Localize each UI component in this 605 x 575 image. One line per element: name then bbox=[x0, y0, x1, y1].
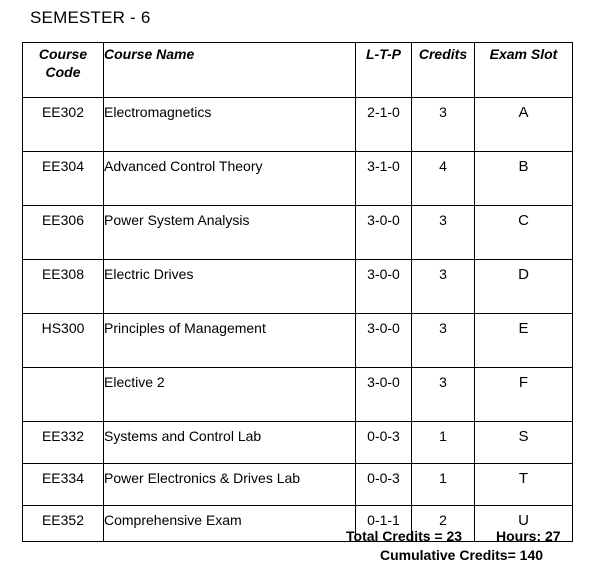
course-name-cell: Electric Drives bbox=[104, 260, 356, 314]
header-course-name: Course Name bbox=[104, 43, 356, 98]
course-code-cell bbox=[23, 368, 104, 422]
course-name-cell: Principles of Management bbox=[104, 314, 356, 368]
table-row bbox=[23, 506, 573, 542]
semester-title: SEMESTER - 6 bbox=[30, 8, 151, 27]
table-header-row bbox=[23, 43, 573, 98]
course-name-cell: Comprehensive Exam bbox=[104, 506, 356, 542]
course-code-cell: EE352 bbox=[23, 506, 104, 542]
course-name-cell: Electromagnetics bbox=[104, 98, 356, 152]
ltp-cell: 3-0-0 bbox=[356, 206, 412, 260]
exam-slot-cell: U bbox=[475, 506, 573, 542]
table-row bbox=[23, 314, 573, 368]
course-name-cell: Power System Analysis bbox=[104, 206, 356, 260]
credits-cell: 3 bbox=[412, 98, 475, 152]
header-credits: Credits bbox=[412, 43, 475, 98]
exam-slot-cell: D bbox=[475, 260, 573, 314]
header-course-code-line2: Code bbox=[45, 64, 81, 80]
ltp-cell: 3-0-0 bbox=[356, 260, 412, 314]
credits-cell: 4 bbox=[412, 152, 475, 206]
header-course-code bbox=[23, 43, 104, 98]
table-row bbox=[23, 368, 573, 422]
table-row bbox=[23, 260, 573, 314]
course-name-cell: Power Electronics & Drives Lab bbox=[104, 464, 356, 506]
credits-cell: 3 bbox=[412, 206, 475, 260]
exam-slot-cell: T bbox=[475, 464, 573, 506]
credits-cell: 1 bbox=[412, 422, 475, 464]
course-name-cell: Systems and Control Lab bbox=[104, 422, 356, 464]
ltp-cell: 0-1-1 bbox=[356, 506, 412, 542]
course-code-cell: EE334 bbox=[23, 464, 104, 506]
table-row bbox=[23, 206, 573, 260]
course-code-cell: EE308 bbox=[23, 260, 104, 314]
ltp-cell: 3-0-0 bbox=[356, 314, 412, 368]
credits-cell: 1 bbox=[412, 464, 475, 506]
course-code-cell: HS300 bbox=[23, 314, 104, 368]
exam-slot-cell: E bbox=[475, 314, 573, 368]
course-code-cell: EE306 bbox=[23, 206, 104, 260]
credits-cell: 2 bbox=[412, 506, 475, 542]
exam-slot-cell: C bbox=[475, 206, 573, 260]
course-code-cell: EE332 bbox=[23, 422, 104, 464]
header-course-code-line1: Course bbox=[38, 46, 88, 62]
ltp-cell: 3-1-0 bbox=[356, 152, 412, 206]
cumulative-credits: Cumulative Credits= 140 bbox=[380, 547, 544, 563]
header-exam-slot: Exam Slot bbox=[475, 43, 573, 98]
ltp-cell: 0-0-3 bbox=[356, 422, 412, 464]
ltp-cell: 2-1-0 bbox=[356, 98, 412, 152]
exam-slot-cell: F bbox=[475, 368, 573, 422]
course-code-cell: EE302 bbox=[23, 98, 104, 152]
credits-cell: 3 bbox=[412, 368, 475, 422]
ltp-cell: 3-0-0 bbox=[356, 368, 412, 422]
total-hours: Hours: 27 bbox=[496, 528, 561, 544]
header-ltp: L-T-P bbox=[356, 43, 412, 98]
credits-cell: 3 bbox=[412, 260, 475, 314]
ltp-cell: 0-0-3 bbox=[356, 464, 412, 506]
table-row bbox=[23, 152, 573, 206]
table-row bbox=[23, 422, 573, 464]
course-name-cell: Elective 2 bbox=[104, 368, 356, 422]
total-credits: Total Credits = 23 bbox=[346, 528, 463, 544]
table-row bbox=[23, 464, 573, 506]
exam-slot-cell: S bbox=[475, 422, 573, 464]
table-row bbox=[23, 98, 573, 152]
credits-cell: 3 bbox=[412, 314, 475, 368]
course-table bbox=[22, 42, 573, 542]
exam-slot-cell: B bbox=[475, 152, 573, 206]
course-name-cell: Advanced Control Theory bbox=[104, 152, 356, 206]
exam-slot-cell: A bbox=[475, 98, 573, 152]
course-code-cell: EE304 bbox=[23, 152, 104, 206]
